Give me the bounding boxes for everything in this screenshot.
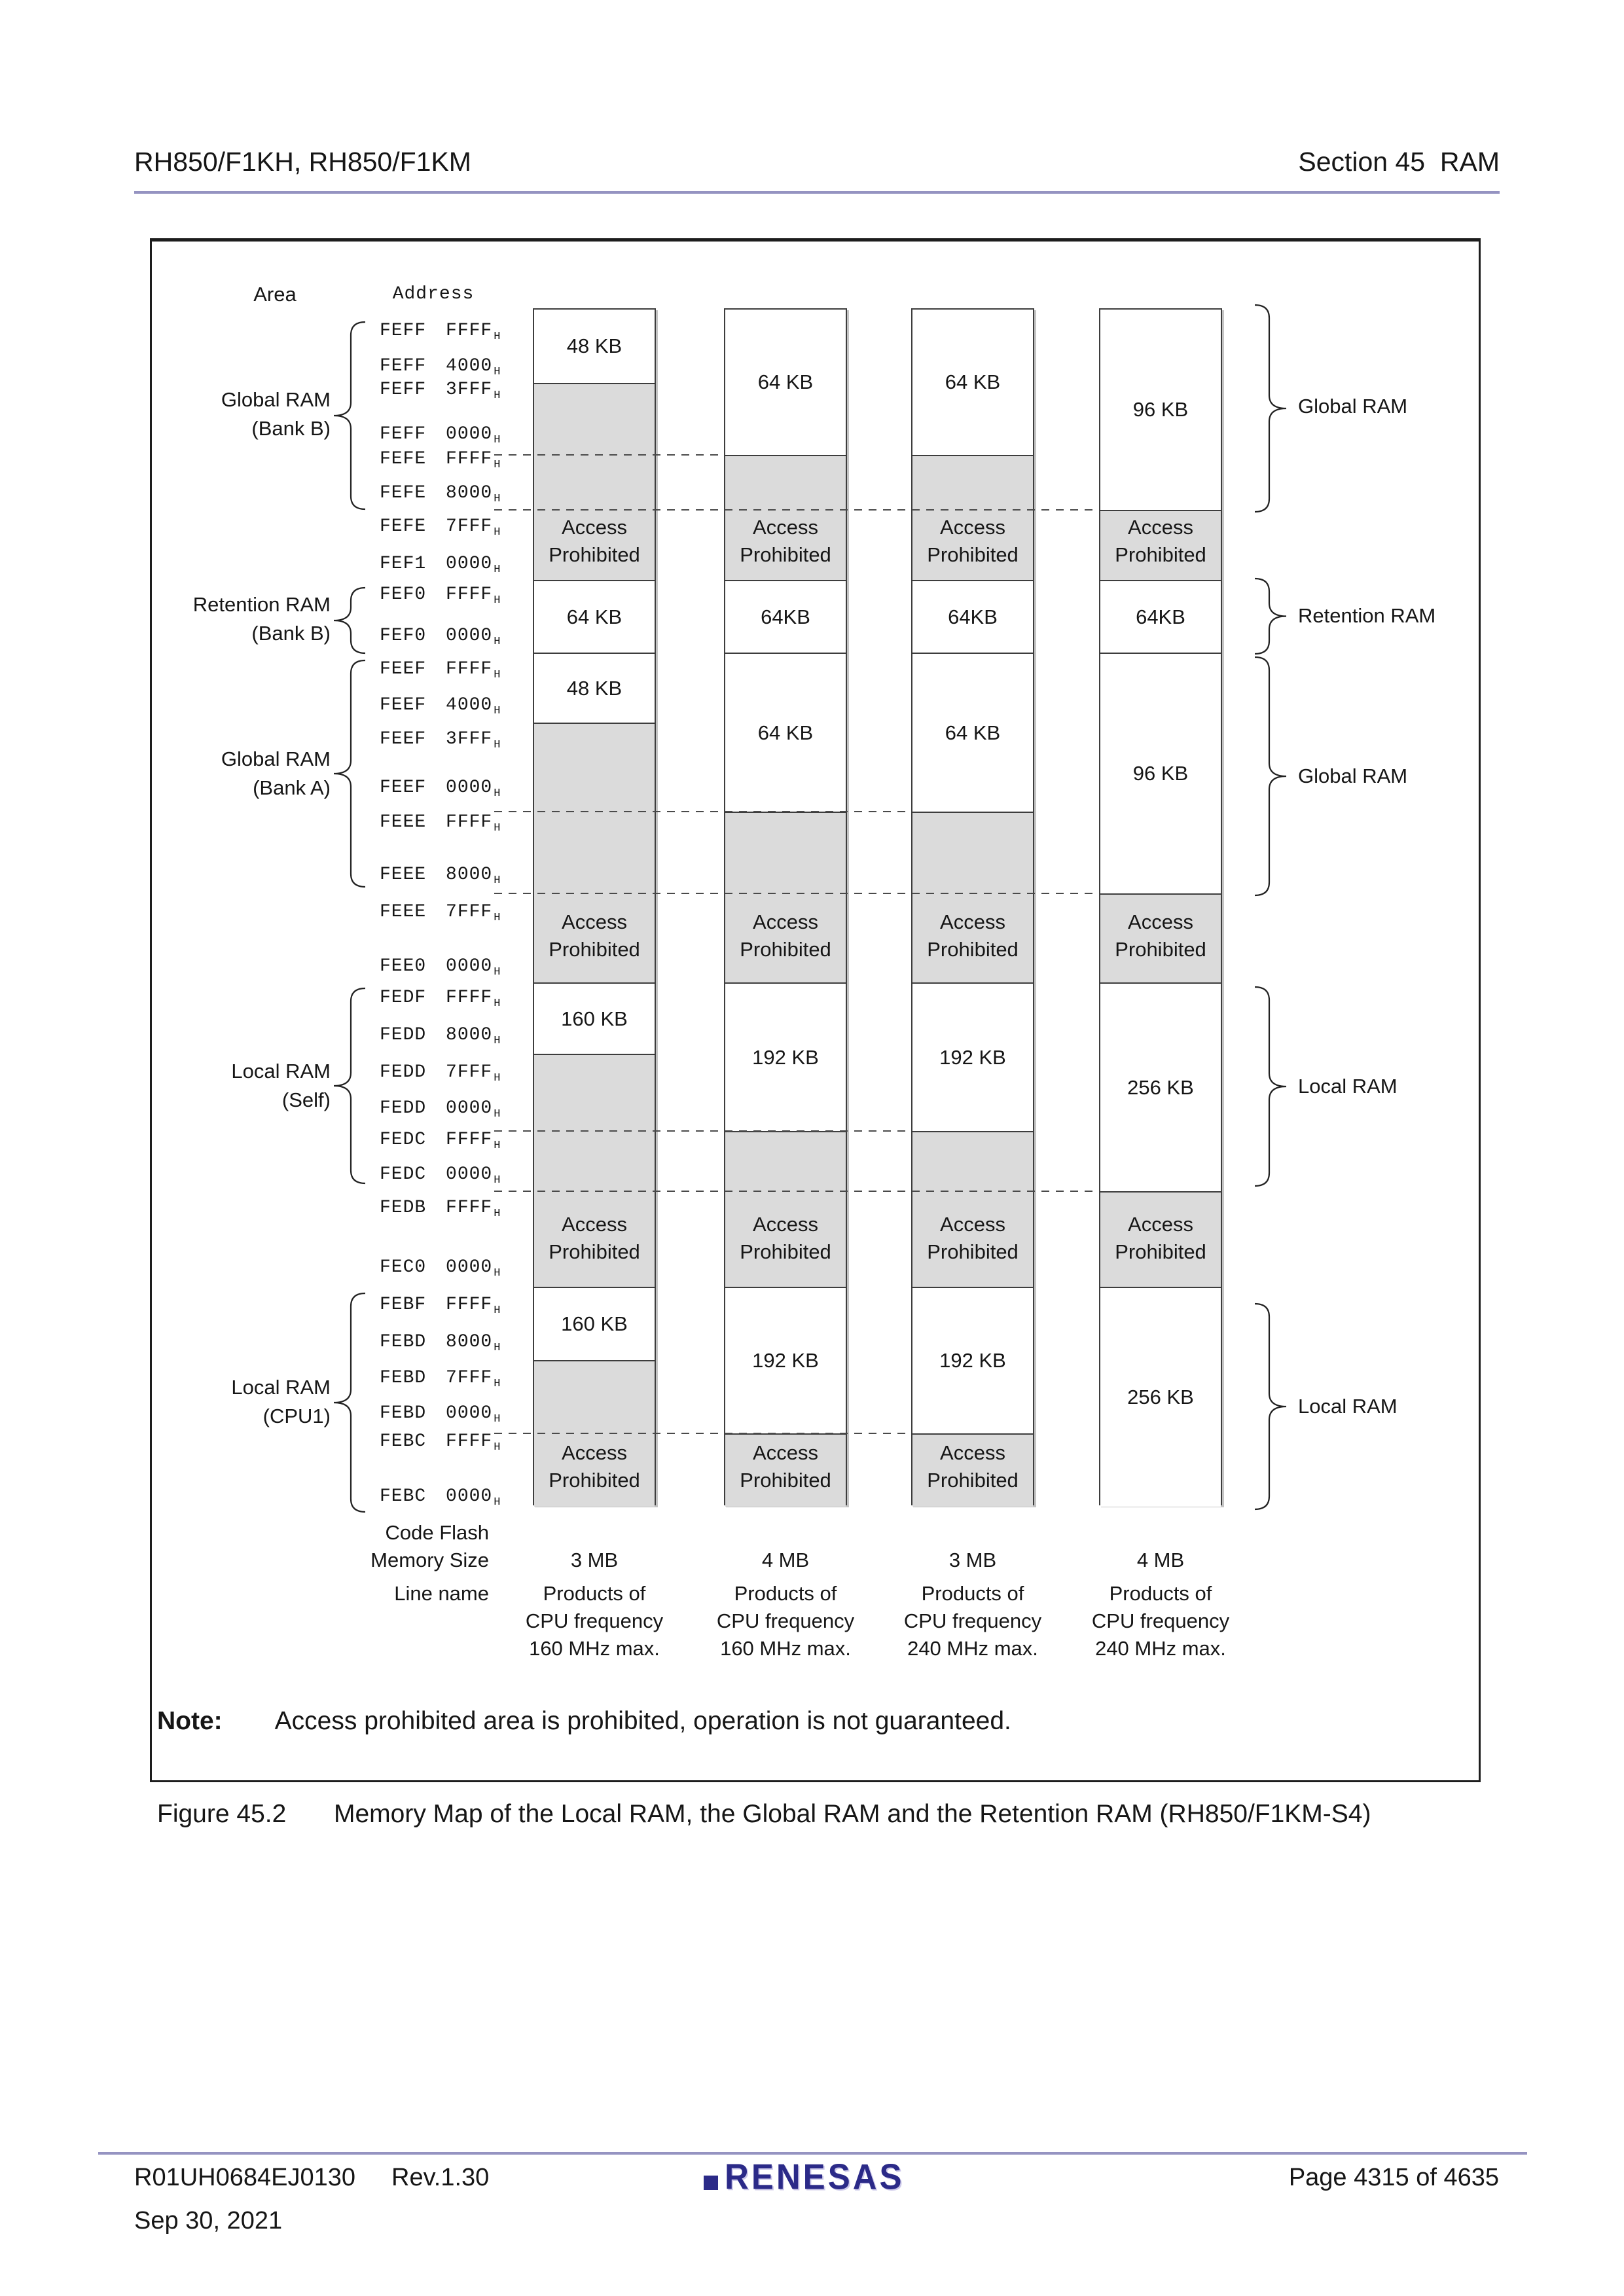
access-prohibited-label xyxy=(533,908,656,963)
access-prohibited-line: Access xyxy=(1128,1213,1193,1236)
address-label: FEEE 7FFF $_H$ xyxy=(380,902,501,924)
segment-size-label: 160 KB xyxy=(561,1312,628,1335)
address-label: FEFF 0000 $_H$ xyxy=(380,424,501,446)
segment-size-label: 48 KB xyxy=(566,334,623,357)
area-group-line: (Bank A) xyxy=(253,776,331,799)
access-prohibited-line: Access xyxy=(940,1213,1005,1236)
access-prohibited-line: Prohibited xyxy=(549,543,640,566)
address-label: FEDB FFFF $_H$ xyxy=(380,1198,501,1220)
access-prohibited-line: Access xyxy=(562,516,627,539)
hex-suffix: H xyxy=(494,669,501,681)
access-prohibited-label xyxy=(533,1439,656,1494)
address-label: FEFE 8000 $_H$ xyxy=(380,483,501,505)
hex-suffix: H xyxy=(494,564,501,576)
segment-size-label: 64 KB xyxy=(945,370,1001,393)
hex-suffix: H xyxy=(494,997,501,1010)
line-name-value xyxy=(894,1580,1051,1662)
line-name-value xyxy=(1082,1580,1239,1662)
figure-caption-number: Figure 45.2 xyxy=(157,1800,287,1828)
ram-type-label: Global RAM xyxy=(1298,395,1408,418)
ram-type-label: Local RAM xyxy=(1298,1395,1398,1418)
access-prohibited-label xyxy=(1099,908,1222,963)
access-prohibited-line: Prohibited xyxy=(927,1240,1019,1263)
hex-suffix: H xyxy=(494,1496,501,1509)
hex-suffix: H xyxy=(494,1035,501,1047)
access-prohibited-line: Prohibited xyxy=(740,938,831,961)
area-group-line: Local RAM xyxy=(231,1376,331,1399)
line-name-value xyxy=(707,1580,864,1662)
dashed-boundary-line xyxy=(494,454,724,456)
memory-segment xyxy=(1100,1288,1221,1507)
dashed-boundary-line xyxy=(494,509,1099,511)
area-group-line: Retention RAM xyxy=(192,593,331,616)
segment-size-label: 64 KB xyxy=(757,370,814,393)
hex-suffix: H xyxy=(494,366,501,378)
address-label: FEBD 7FFF $_H$ xyxy=(380,1368,501,1390)
memory-column-4 xyxy=(1099,308,1222,1505)
line-name-line: 160 MHz max. xyxy=(529,1637,660,1660)
address-label: FEF0 FFFF $_H$ xyxy=(380,584,501,607)
header-rule xyxy=(134,191,1500,194)
memory-segment xyxy=(1100,984,1221,1193)
access-prohibited-line: Prohibited xyxy=(1115,543,1206,566)
hex-suffix: H xyxy=(494,1139,501,1152)
address-label: FEBC FFFF $_H$ xyxy=(380,1431,501,1454)
address-label: FEEF 0000 $_H$ xyxy=(380,778,501,800)
line-name-line: CPU frequency xyxy=(525,1609,664,1632)
header-section-title: Section 45 RAM xyxy=(1298,147,1500,177)
hex-suffix: H xyxy=(494,594,501,607)
address-label: FEF1 0000 $_H$ xyxy=(380,554,501,576)
hex-suffix: H xyxy=(494,636,501,648)
code-flash-size-value: 3 MB xyxy=(570,1549,619,1571)
memory-column-2 xyxy=(724,308,847,1505)
access-prohibited-line: Access xyxy=(940,516,1005,539)
header-device-title: RH850/F1KH, RH850/F1KM xyxy=(134,147,471,177)
access-prohibited-line: Access xyxy=(940,1441,1005,1464)
hex-suffix: H xyxy=(494,526,501,539)
address-label: FEFE FFFF $_H$ xyxy=(380,449,501,471)
access-prohibited-line: Prohibited xyxy=(740,1469,831,1492)
code-flash-size-value: 4 MB xyxy=(1136,1549,1185,1571)
segment-size-label: 64 KB xyxy=(945,721,1001,744)
area-group-line: Global RAM xyxy=(221,747,331,770)
figure-caption-text: Memory Map of the Local RAM, the Global RAM and the Retention RAM (RH850/F1KM-S4) xyxy=(334,1800,1371,1828)
address-label: FEDD 0000 $_H$ xyxy=(380,1098,501,1121)
address-label: FEDC FFFF $_H$ xyxy=(380,1130,501,1152)
area-group-line: (CPU1) xyxy=(262,1405,331,1427)
address-label: FEFF 3FFF $_H$ xyxy=(380,380,501,402)
line-name-line: CPU frequency xyxy=(903,1609,1042,1632)
access-prohibited-line: Access xyxy=(562,1441,627,1464)
hex-suffix: H xyxy=(494,739,501,751)
address-label: FEDD 7FFF $_H$ xyxy=(380,1062,501,1085)
address-label: FEEF 4000 $_H$ xyxy=(380,695,501,717)
memory-segment xyxy=(912,984,1033,1132)
hex-suffix: H xyxy=(494,1342,501,1354)
footer-date: Sep 30, 2021 xyxy=(134,2207,283,2234)
memory-segment xyxy=(912,1288,1033,1435)
hex-suffix: H xyxy=(494,1441,501,1454)
logo-dot-icon xyxy=(704,2176,718,2190)
hex-suffix: H xyxy=(494,874,501,887)
address-label: FEEE 8000 $_H$ xyxy=(380,865,501,887)
doc-number: R01UH0684EJ0130 xyxy=(134,2164,356,2191)
figure-note xyxy=(157,1707,1011,1736)
doc-revision: Rev.1.30 xyxy=(391,2164,490,2191)
area-group-line: Global RAM xyxy=(221,388,331,411)
hex-suffix: H xyxy=(494,822,501,834)
address-label: FEFF FFFF $_H$ xyxy=(380,321,501,343)
dashed-boundary-line xyxy=(494,811,911,812)
line-name-line: Products of xyxy=(543,1582,646,1605)
access-prohibited-label xyxy=(724,908,847,963)
hex-suffix: H xyxy=(494,493,501,505)
hex-suffix: H xyxy=(494,459,501,471)
access-prohibited-line: Access xyxy=(562,1213,627,1236)
address-label: FEBD 8000 $_H$ xyxy=(380,1332,501,1354)
line-name-line: Products of xyxy=(921,1582,1024,1605)
access-prohibited-label xyxy=(533,1211,656,1266)
area-group-label xyxy=(29,745,331,802)
segment-size-label: 64KB xyxy=(761,605,810,628)
address-label: FEBD 0000 $_H$ xyxy=(380,1403,501,1426)
access-prohibited-line: Access xyxy=(1128,910,1193,933)
area-group-label xyxy=(29,386,331,443)
access-prohibited-line: Prohibited xyxy=(1115,938,1206,961)
address-label: FEDF FFFF $_H$ xyxy=(380,988,501,1010)
access-prohibited-line: Prohibited xyxy=(927,1469,1019,1492)
area-group-label xyxy=(29,590,331,648)
access-prohibited-line: Prohibited xyxy=(549,1240,640,1263)
memory-segment xyxy=(725,581,846,654)
access-prohibited-label xyxy=(1099,1211,1222,1266)
area-column-header: Area xyxy=(253,283,297,306)
address-label: FEEF 3FFF $_H$ xyxy=(380,729,501,751)
segment-size-label: 192 KB xyxy=(939,1045,1006,1069)
footer-doc-id xyxy=(134,2164,525,2192)
code-flash-size-value: 4 MB xyxy=(761,1549,810,1571)
line-name-label: Line name xyxy=(394,1582,489,1605)
segment-size-label: 256 KB xyxy=(1127,1386,1194,1408)
memory-segment xyxy=(534,1288,655,1361)
hex-suffix: H xyxy=(494,1208,501,1220)
line-name-line: CPU frequency xyxy=(1091,1609,1230,1632)
segment-size-label: 96 KB xyxy=(1132,762,1189,785)
memory-segment xyxy=(725,1288,846,1435)
ram-type-label: Global RAM xyxy=(1298,764,1408,787)
address-label: FEDD 8000 $_H$ xyxy=(380,1025,501,1047)
code-flash-label-line: Memory Size xyxy=(370,1549,489,1571)
area-group-label xyxy=(29,1057,331,1115)
address-label: FEE0 0000 $_H$ xyxy=(380,956,501,978)
area-group-line: Local RAM xyxy=(231,1060,331,1083)
code-flash-size-value: 3 MB xyxy=(948,1549,997,1571)
hex-suffix: H xyxy=(494,1108,501,1121)
access-prohibited-label xyxy=(724,1211,847,1266)
hex-suffix: H xyxy=(494,1267,501,1280)
hex-suffix: H xyxy=(494,787,501,800)
access-prohibited-line: Prohibited xyxy=(1115,1240,1206,1263)
line-name-line: 240 MHz max. xyxy=(907,1637,1038,1660)
access-prohibited-line: Access xyxy=(940,910,1005,933)
memory-segment xyxy=(1100,654,1221,895)
segment-size-label: 64KB xyxy=(948,605,998,628)
memory-segment xyxy=(534,654,655,724)
code-flash-label-line: Code Flash xyxy=(385,1521,489,1544)
segment-size-label: 96 KB xyxy=(1132,398,1189,421)
memory-segment xyxy=(534,581,655,654)
access-prohibited-line: Prohibited xyxy=(549,1469,640,1492)
hex-suffix: H xyxy=(494,434,501,446)
hex-suffix: H xyxy=(494,1174,501,1187)
memory-segment xyxy=(725,654,846,813)
address-label: FEBF FFFF $_H$ xyxy=(380,1295,501,1317)
code-flash-size-label xyxy=(293,1519,489,1574)
access-prohibited-line: Access xyxy=(753,1441,818,1464)
ram-type-label: Local RAM xyxy=(1298,1075,1398,1098)
segment-size-label: 64 KB xyxy=(757,721,814,744)
area-group-label xyxy=(29,1373,331,1431)
address-label: FEFF 4000 $_H$ xyxy=(380,356,501,378)
segment-size-label: 256 KB xyxy=(1127,1075,1194,1099)
memory-segment xyxy=(1100,310,1221,511)
footer-page-number: Page 4315 of 4635 xyxy=(1288,2164,1499,2191)
note-label: Note: xyxy=(157,1707,223,1735)
access-prohibited-label xyxy=(911,908,1034,963)
segment-size-label: 48 KB xyxy=(566,676,623,700)
address-column-header: Address xyxy=(392,284,475,304)
memory-segment xyxy=(912,654,1033,813)
dashed-boundary-line xyxy=(494,1130,911,1132)
address-label: FEEF FFFF $_H$ xyxy=(380,659,501,681)
access-prohibited-line: Access xyxy=(1128,516,1193,539)
access-prohibited-line: Prohibited xyxy=(549,938,640,961)
address-label: FEDC 0000 $_H$ xyxy=(380,1164,501,1187)
memory-segment xyxy=(912,310,1033,456)
memory-segment xyxy=(534,310,655,384)
access-prohibited-line: Prohibited xyxy=(740,543,831,566)
access-prohibited-line: Access xyxy=(753,1213,818,1236)
memory-column-3 xyxy=(911,308,1034,1505)
line-name-line: Products of xyxy=(1109,1582,1212,1605)
access-prohibited-label xyxy=(1099,514,1222,569)
dashed-boundary-line xyxy=(494,1433,911,1434)
dashed-boundary-line xyxy=(494,893,1099,894)
segment-size-label: 192 KB xyxy=(752,1045,819,1069)
ram-type-label: Retention RAM xyxy=(1298,604,1436,627)
memory-segment xyxy=(912,581,1033,654)
area-group-line: (Bank B) xyxy=(251,622,331,645)
note-text: Access prohibited area is prohibited, operation is not guaranteed. xyxy=(274,1707,1011,1735)
access-prohibited-line: Access xyxy=(562,910,627,933)
renesas-logo xyxy=(704,2157,905,2196)
access-prohibited-label xyxy=(911,514,1034,569)
line-name-line: Products of xyxy=(734,1582,837,1605)
address-label: FEBC 0000 $_H$ xyxy=(380,1486,501,1509)
hex-suffix: H xyxy=(494,1304,501,1317)
access-prohibited-label xyxy=(533,514,656,569)
memory-segment xyxy=(534,984,655,1055)
hex-suffix: H xyxy=(494,912,501,924)
hex-suffix: H xyxy=(494,1413,501,1426)
hex-suffix: H xyxy=(494,705,501,717)
memory-segment xyxy=(725,984,846,1132)
access-prohibited-line: Prohibited xyxy=(927,543,1019,566)
logo-wordmark: RENESAS xyxy=(725,2156,905,2197)
segment-size-label: 160 KB xyxy=(561,1007,628,1030)
access-prohibited-line: Access xyxy=(753,910,818,933)
segment-size-label: 64KB xyxy=(1136,605,1185,628)
line-name-line: 160 MHz max. xyxy=(720,1637,851,1660)
memory-segment xyxy=(725,310,846,456)
access-prohibited-label xyxy=(724,514,847,569)
segment-size-label: 192 KB xyxy=(939,1349,1006,1372)
access-prohibited-label xyxy=(911,1439,1034,1494)
hex-suffix: H xyxy=(494,1378,501,1390)
footer-rule xyxy=(98,2152,1527,2155)
memory-segment xyxy=(1100,581,1221,654)
access-prohibited-label xyxy=(724,1439,847,1494)
address-label: FEFE 7FFF $_H$ xyxy=(380,516,501,539)
hex-suffix: H xyxy=(494,389,501,402)
area-group-line: (Bank B) xyxy=(251,417,331,440)
memory-column-1 xyxy=(533,308,656,1505)
access-prohibited-line: Prohibited xyxy=(927,938,1019,961)
line-name-line: 240 MHz max. xyxy=(1095,1637,1226,1660)
access-prohibited-line: Access xyxy=(753,516,818,539)
access-prohibited-label xyxy=(911,1211,1034,1266)
address-label: FEF0 0000 $_H$ xyxy=(380,626,501,648)
address-label: FEEE FFFF $_H$ xyxy=(380,812,501,834)
hex-suffix: H xyxy=(494,966,501,978)
access-prohibited-line: Prohibited xyxy=(740,1240,831,1263)
address-label: FEC0 0000 $_H$ xyxy=(380,1257,501,1280)
line-name-line: CPU frequency xyxy=(716,1609,855,1632)
hex-suffix: H xyxy=(494,1072,501,1085)
segment-size-label: 64 KB xyxy=(566,605,623,628)
area-group-line: (Self) xyxy=(281,1088,331,1111)
line-name-value xyxy=(516,1580,673,1662)
segment-size-label: 192 KB xyxy=(752,1349,819,1372)
dashed-boundary-line xyxy=(494,1191,1099,1192)
hex-suffix: H xyxy=(494,331,501,343)
